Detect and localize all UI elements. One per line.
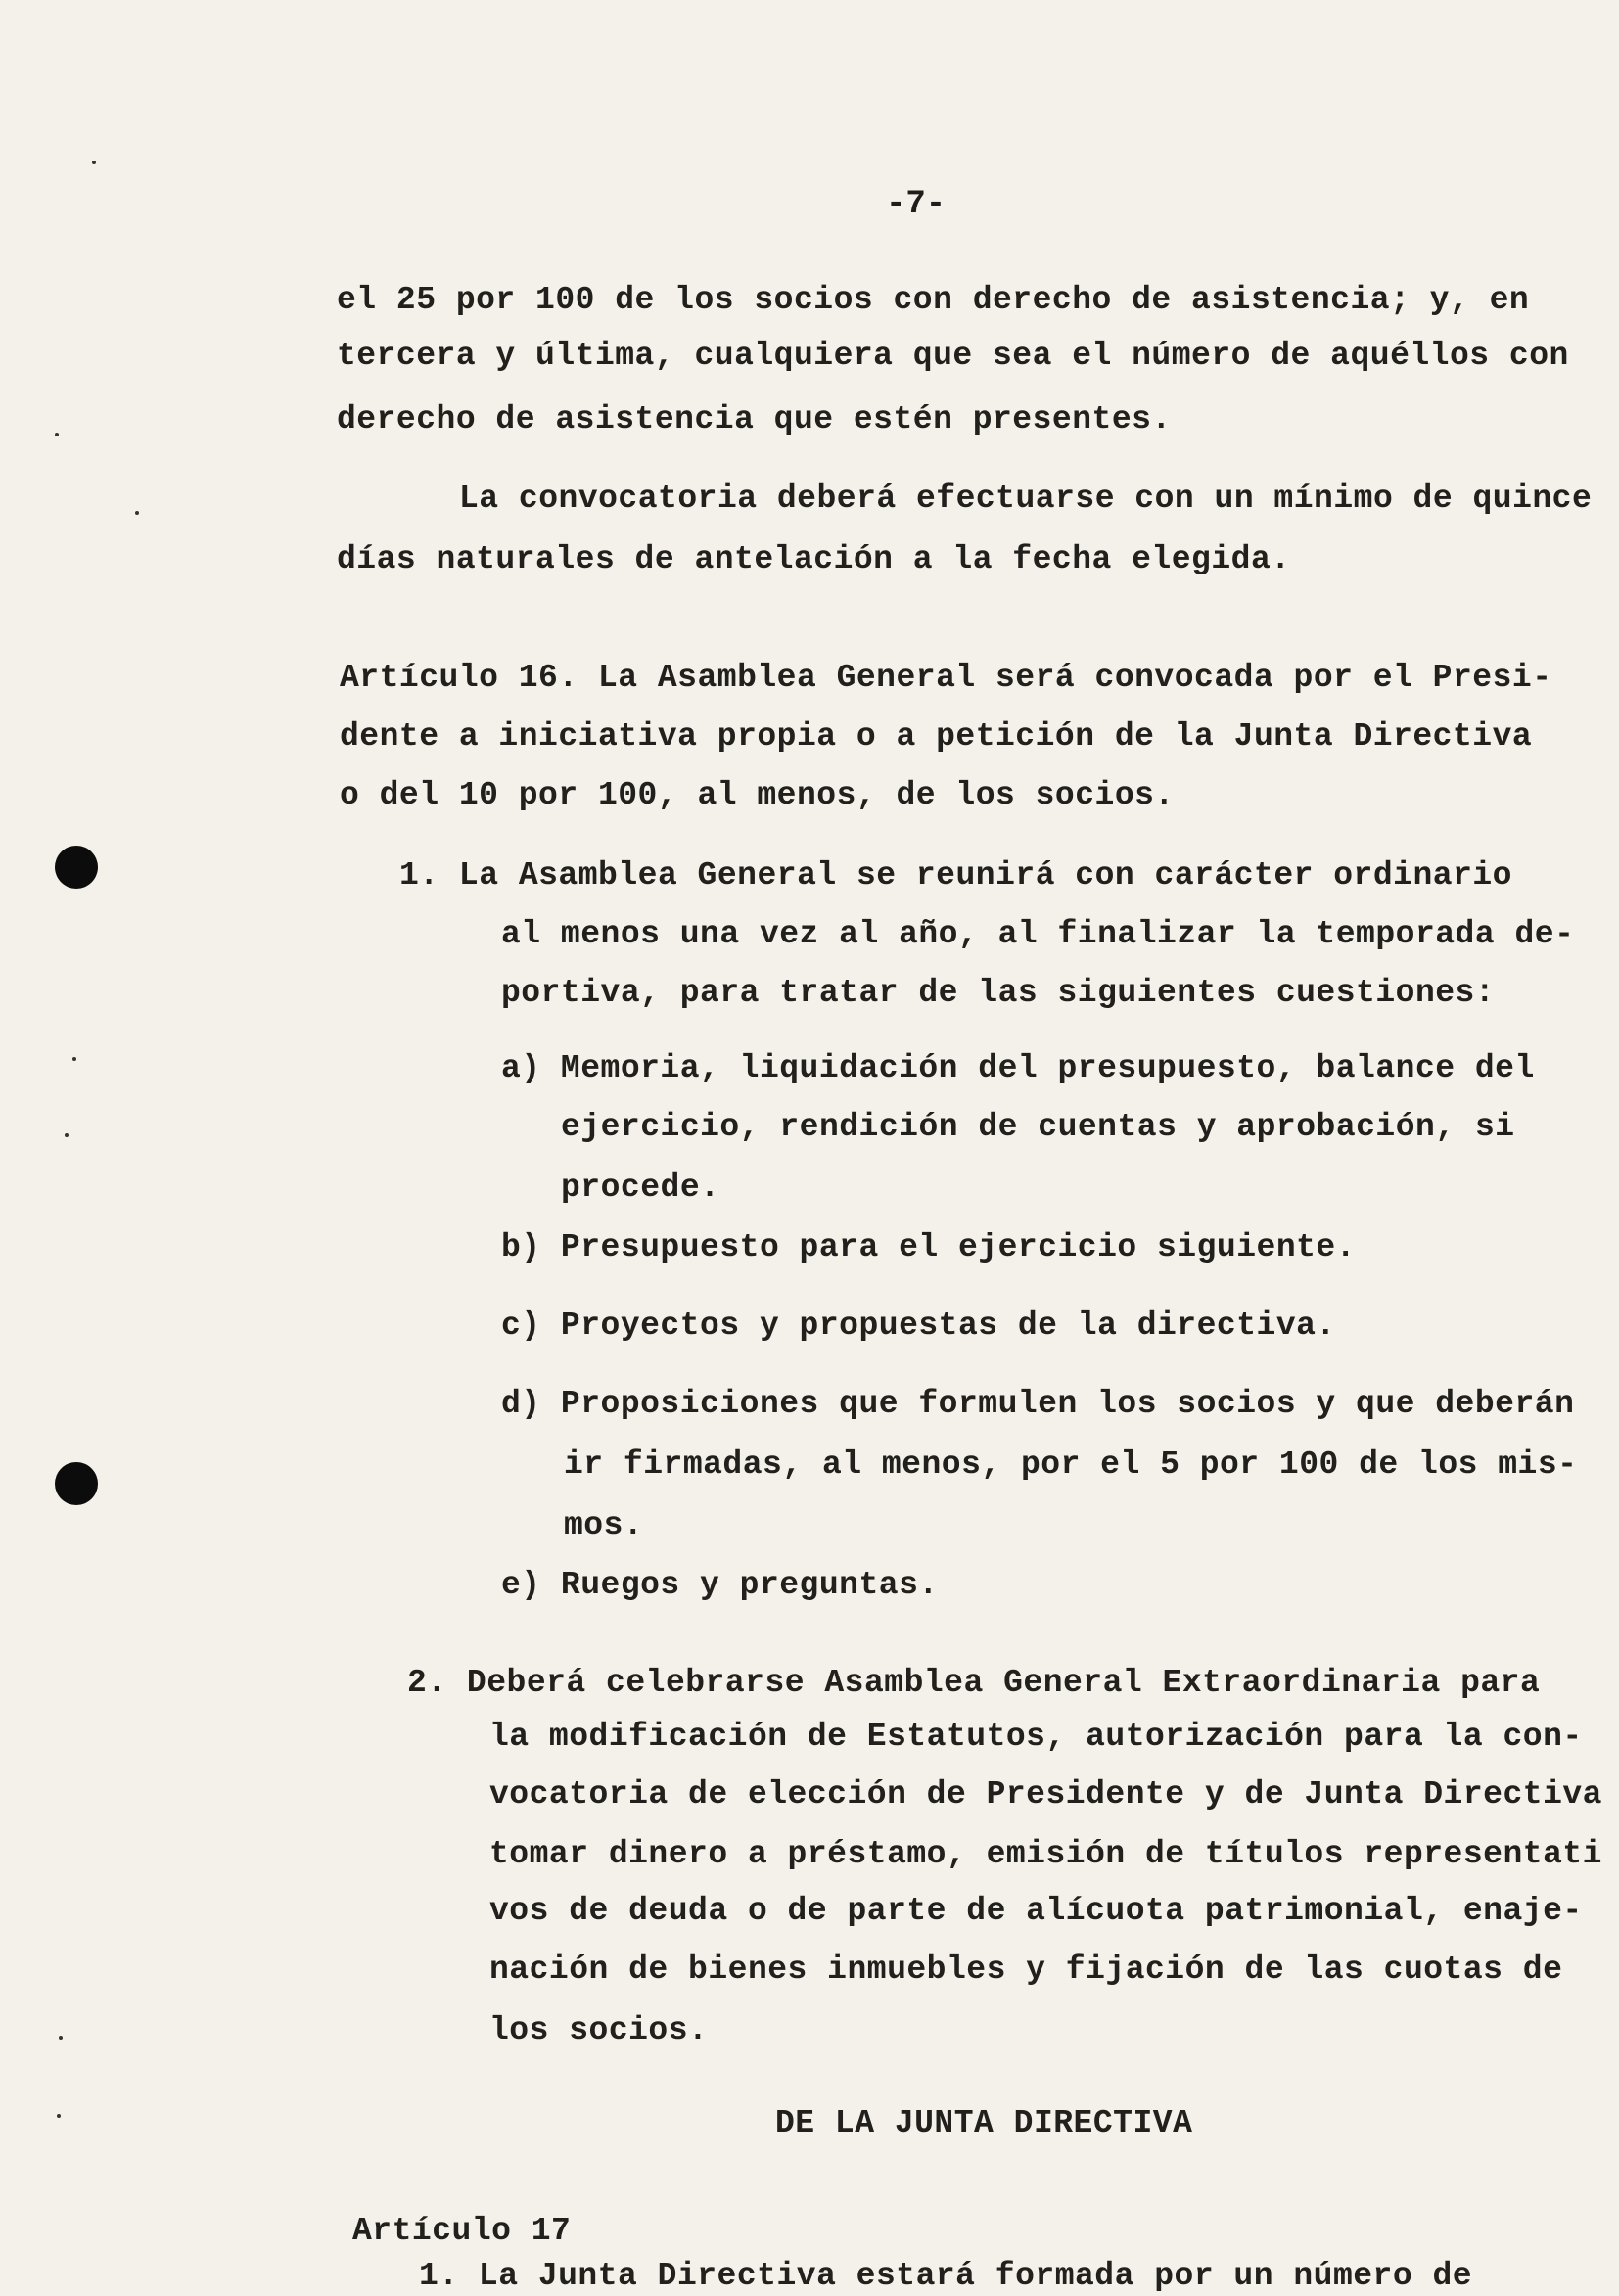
article-17-heading: Artículo 17 (352, 2213, 572, 2249)
text-line: vocatoria de elección de Presidente y de Junta Directiva (489, 1776, 1602, 1813)
scan-speck (59, 2036, 63, 2040)
page-number: -7- (886, 186, 947, 223)
text-line: La convocatoria deberá efectuarse con un mínimo de quince (459, 481, 1593, 517)
scan-speck (92, 161, 96, 164)
text-line: los socios. (489, 2012, 709, 2048)
text-line: portiva, para tratar de las siguientes cuestiones: (501, 975, 1496, 1011)
article-16-heading-line: Artículo 16. La Asamblea General será convocada por el Presi- (340, 660, 1552, 696)
scan-speck (57, 2114, 61, 2118)
text-line: el 25 por 100 de los socios con derecho de asistencia; y, en (337, 282, 1530, 318)
numbered-item-2: 2. Deberá celebrarse Asamblea General Extraordinaria para (407, 1665, 1541, 1701)
scan-speck (135, 511, 139, 515)
section-heading: DE LA JUNTA DIRECTIVA (775, 2105, 1193, 2141)
list-item-b: b) Presupuesto para el ejercicio siguiente. (501, 1229, 1357, 1265)
text-line: ir firmadas, al menos, por el 5 por 100 de los mis- (564, 1446, 1578, 1483)
text-line: ejercicio, rendición de cuentas y aprobación, si (561, 1109, 1515, 1145)
punch-hole (55, 1462, 98, 1505)
list-item-e: e) Ruegos y preguntas. (501, 1567, 939, 1603)
text-line: al menos una vez al año, al finalizar la temporada de- (501, 916, 1575, 952)
list-item-c: c) Proyectos y propuestas de la directiva. (501, 1308, 1336, 1344)
text-line: mos. (564, 1507, 644, 1543)
scan-speck (55, 433, 59, 436)
text-line: 1. La Junta Directiva estará formada por un número de (419, 2258, 1473, 2294)
text-line: tercera y última, cualquiera que sea el número de aquéllos con (337, 338, 1569, 374)
text-line: o del 10 por 100, al menos, de los socios. (340, 777, 1175, 813)
text-line: dente a iniciativa propia o a petición de la Junta Directiva (340, 718, 1533, 755)
text-line: vos de deuda o de parte de alícuota patrimonial, enaje- (489, 1893, 1583, 1929)
text-line: tomar dinero a préstamo, emisión de títulos representati (489, 1836, 1602, 1872)
punch-hole (55, 846, 98, 889)
text-line: nación de bienes inmuebles y fijación de las cuotas de (489, 1952, 1563, 1988)
numbered-item-1: 1. La Asamblea General se reunirá con carácter ordinario (399, 857, 1512, 894)
scan-speck (72, 1057, 76, 1061)
list-item-d: d) Proposiciones que formulen los socios y que deberán (501, 1386, 1575, 1422)
list-item-a: a) Memoria, liquidación del presupuesto, balance del (501, 1050, 1535, 1086)
text-line: días naturales de antelación a la fecha elegida. (337, 541, 1291, 577)
scan-speck (65, 1133, 69, 1137)
text-line: la modificación de Estatutos, autorización para la con- (489, 1719, 1583, 1755)
text-line: procede. (561, 1170, 720, 1206)
text-line: derecho de asistencia que estén presentes. (337, 401, 1172, 437)
